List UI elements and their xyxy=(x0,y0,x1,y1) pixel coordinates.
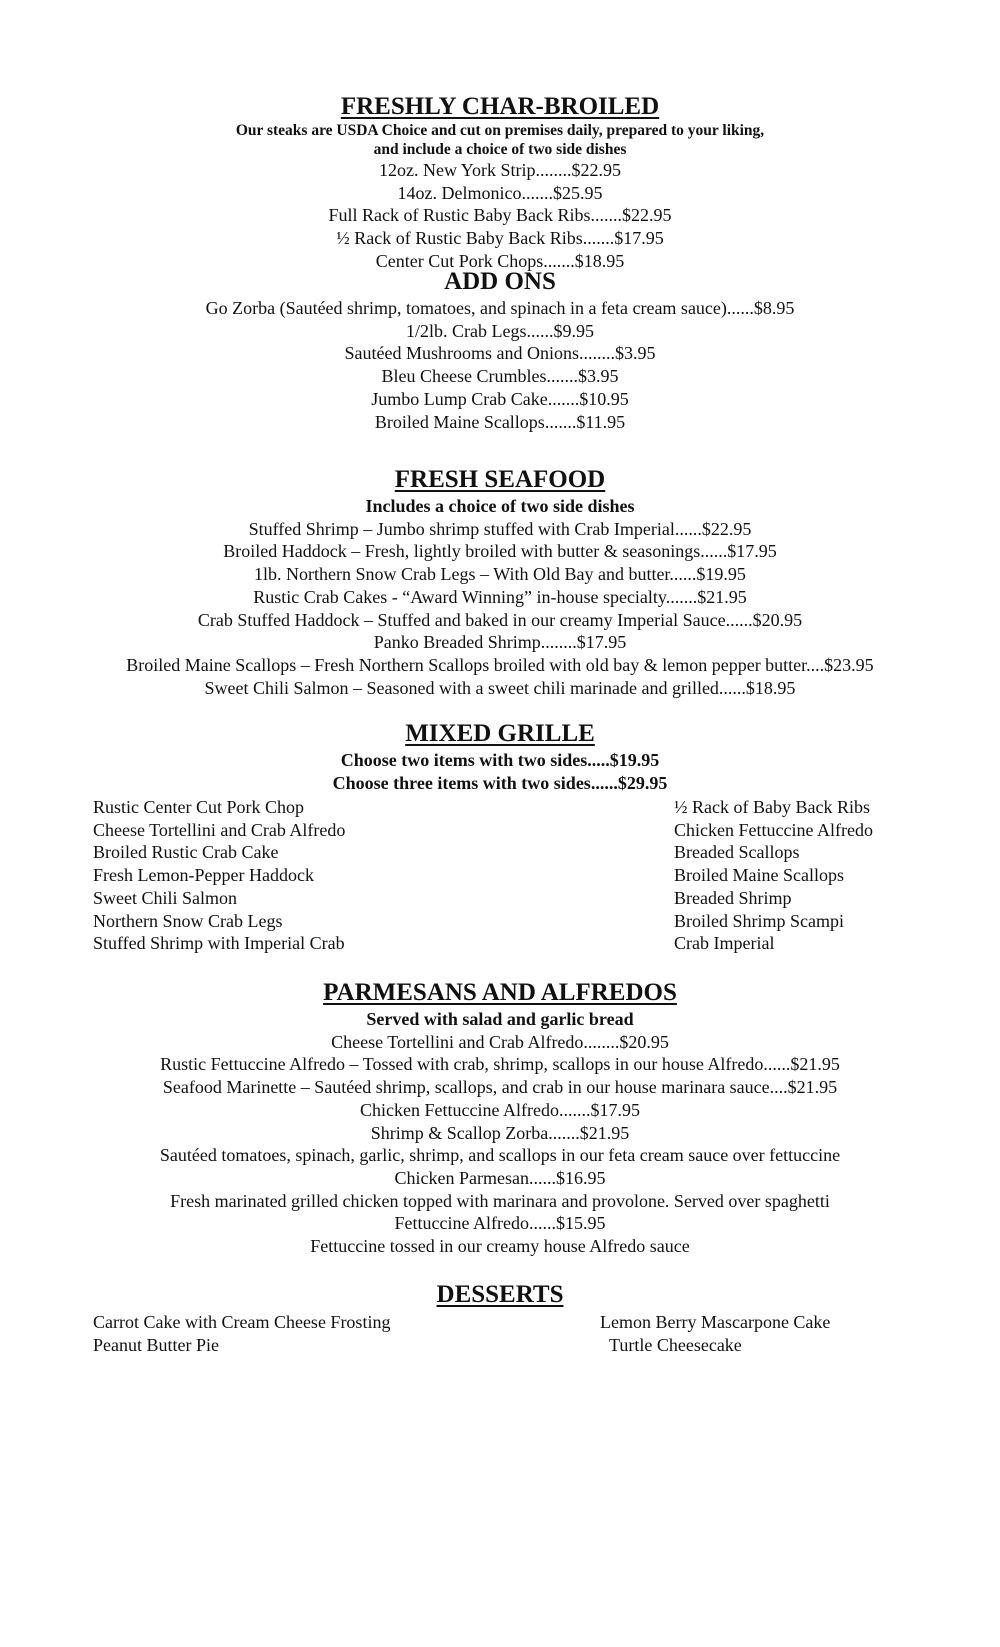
desserts-right-column xyxy=(600,1311,830,1356)
list-item: Broiled Maine Scallops xyxy=(674,865,844,886)
desserts-heading: DESSERTS xyxy=(436,1281,564,1308)
menu-item: Broiled Maine Scallops – Fresh Northern Scallops broiled with old bay & lemon pepper butter....$23.95 xyxy=(126,654,874,675)
seafood-note: Includes a choice of two side dishes xyxy=(365,496,635,516)
menu-item-description: Sautéed tomatoes, spinach, garlic, shrimp, and scallops in our feta cream sauce over fettuccine xyxy=(159,1145,841,1166)
list-item: Lemon Berry Mascarpone Cake xyxy=(600,1312,831,1332)
char-broiled-note-2: and include a choice of two side dishes xyxy=(373,140,627,158)
menu-item: Center Cut Pork Chops.......$18.95 xyxy=(375,250,625,271)
list-item: ½ Rack of Baby Back Ribs xyxy=(674,797,870,817)
list-item: Breaded Scallops xyxy=(674,842,800,863)
char-broiled-note-1: Our steaks are USDA Choice and cut on premises daily, prepared to your liking, xyxy=(235,122,765,139)
add-ons-section xyxy=(0,267,1000,433)
menu-item: Broiled Haddock – Fresh, lightly broiled with butter & seasonings......$17.95 xyxy=(223,541,777,562)
list-item: Crab Imperial xyxy=(674,933,775,954)
menu-item: Bleu Cheese Crumbles.......$3.95 xyxy=(381,366,619,387)
list-item: Carrot Cake with Cream Cheese Frosting xyxy=(93,1312,391,1332)
menu-item: Jumbo Lump Crab Cake.......$10.95 xyxy=(371,388,629,409)
desserts-left-column xyxy=(93,1311,390,1356)
menu-item: 14oz. Delmonico.......$25.95 xyxy=(397,182,603,203)
list-item: Rustic Center Cut Pork Chop xyxy=(93,797,304,817)
menu-item: Panko Breaded Shrimp........$17.95 xyxy=(373,632,627,653)
list-item: Broiled Rustic Crab Cake xyxy=(93,842,279,863)
menu-item: Chicken Parmesan......$16.95 xyxy=(394,1167,606,1188)
menu-item-description: Fresh marinated grilled chicken topped with marinara and provolone. Served over spaghetti xyxy=(170,1190,830,1211)
parmesans-section xyxy=(0,978,1000,1258)
add-ons-heading: ADD ONS xyxy=(444,268,556,295)
menu-item: Cheese Tortellini and Crab Alfredo........$20.95 xyxy=(331,1031,669,1052)
list-item: Northern Snow Crab Legs xyxy=(93,910,283,931)
char-broiled-heading: FRESHLY CHAR-BROILED xyxy=(340,93,660,120)
menu-item: 1/2lb. Crab Legs......$9.95 xyxy=(406,320,594,341)
menu-item: Fettuccine Alfredo......$15.95 xyxy=(394,1213,606,1234)
menu-item: Sweet Chili Salmon – Seasoned with a sweet chili marinade and grilled......$18.95 xyxy=(204,677,796,698)
list-item: Cheese Tortellini and Crab Alfredo xyxy=(93,819,346,840)
menu-item: Crab Stuffed Haddock – Stuffed and baked in our creamy Imperial Sauce......$20.95 xyxy=(197,609,803,630)
list-item: Peanut Butter Pie xyxy=(93,1334,219,1355)
menu-item: ½ Rack of Rustic Baby Back Ribs.......$17.95 xyxy=(336,228,664,249)
menu-item-description: Fettuccine tossed in our creamy house Alfredo sauce xyxy=(310,1236,690,1257)
menu-item: 12oz. New York Strip........$22.95 xyxy=(378,160,621,180)
parmesans-note: Served with salad and garlic bread xyxy=(366,1009,634,1029)
menu-item: 1lb. Northern Snow Crab Legs – With Old Bay and butter......$19.95 xyxy=(254,564,746,585)
mixed-grille-heading: MIXED GRILLE xyxy=(405,720,595,747)
list-item: Breaded Shrimp xyxy=(674,887,792,908)
char-broiled-section xyxy=(0,92,1000,273)
menu-item: Rustic Fettuccine Alfredo – Tossed with crab, shrimp, scallops in our house Alfredo......$21.95 xyxy=(160,1054,840,1075)
menu-item: Stuffed Shrimp – Jumbo shrimp stuffed with Crab Imperial......$22.95 xyxy=(248,518,752,539)
list-item: Stuffed Shrimp with Imperial Crab xyxy=(93,933,345,954)
menu-item: Rustic Crab Cakes - “Award Winning” in-house specialty.......$21.95 xyxy=(253,586,747,607)
list-item: Broiled Shrimp Scampi xyxy=(674,910,844,931)
seafood-heading: FRESH SEAFOOD xyxy=(394,466,606,493)
menu-item: Full Rack of Rustic Baby Back Ribs.......$22.95 xyxy=(328,205,672,226)
mixed-grille-left-column xyxy=(93,796,345,955)
list-item: Sweet Chili Salmon xyxy=(93,887,237,908)
menu-item: Seafood Marinette – Sautéed shrimp, scallops, and crab in our house marinara sauce....$21.95 xyxy=(162,1077,838,1098)
menu-item: Go Zorba (Sautéed shrimp, tomatoes, and spinach in a feta cream sauce)......$8.95 xyxy=(205,298,795,318)
list-item: Turtle Cheesecake xyxy=(609,1334,742,1355)
menu-item: Sautéed Mushrooms and Onions........$3.95 xyxy=(344,343,656,364)
menu-item: Chicken Fettuccine Alfredo.......$17.95 xyxy=(360,1099,640,1120)
mixed-grille-right-column xyxy=(674,796,873,955)
parmesans-heading: PARMESANS AND ALFREDOS xyxy=(323,979,677,1006)
mixed-grille-option-three: Choose three items with two sides......$29.95 xyxy=(332,772,668,793)
menu-item: Shrimp & Scallop Zorba.......$21.95 xyxy=(370,1122,630,1143)
list-item: Fresh Lemon-Pepper Haddock xyxy=(93,865,314,886)
menu-item: Broiled Maine Scallops.......$11.95 xyxy=(374,411,626,432)
mixed-grille-section xyxy=(0,719,1000,794)
list-item: Chicken Fettuccine Alfredo xyxy=(674,819,873,840)
seafood-section xyxy=(0,465,1000,699)
desserts-section xyxy=(0,1280,1000,1310)
mixed-grille-option-two: Choose two items with two sides.....$19.95 xyxy=(340,750,660,770)
